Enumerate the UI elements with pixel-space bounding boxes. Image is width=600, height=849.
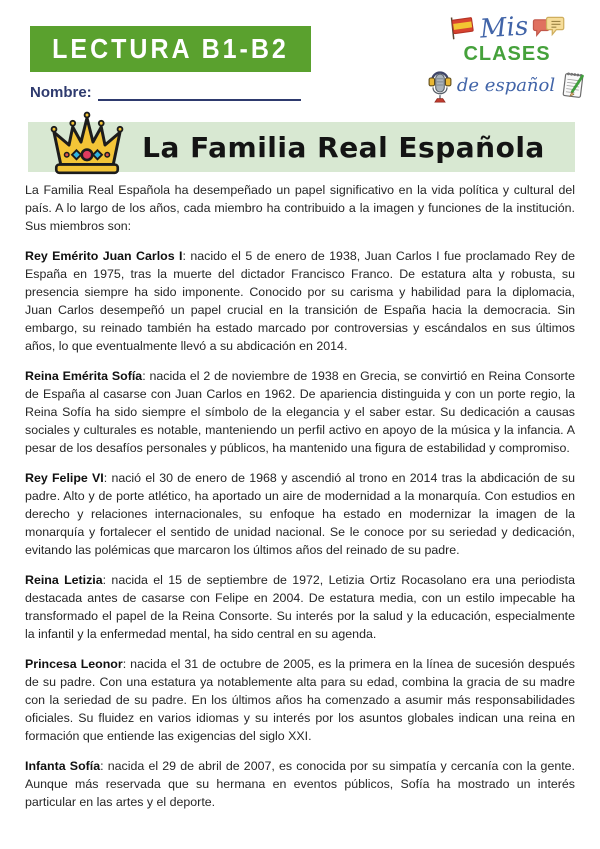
- separator: :: [122, 657, 131, 671]
- member-text: nacida el 2 de noviembre de 1938 en Grecia, se convirtió en Reina Consorte de España al casarse con Juan Carlos en 1962. De apariencia distinguida y con un porte regio, la Reina Sofía ha sido siempre el símbolo de la elegancia y el saber estar. Su dedicación a causas sociales y culturales es notable, manteniendo un perfil activo en apoyo de la música y la infancia. A pesar de los desafíos personales y públicos, ha mantenido una figura de estabilidad y compromiso.: [25, 369, 575, 455]
- member-name: Infanta Sofía: [25, 759, 101, 773]
- crown-icon: [42, 109, 132, 178]
- logo-word-de-espanol: de español: [456, 74, 556, 96]
- member-name: Reina Emérita Sofía: [25, 369, 143, 383]
- level-banner: [30, 26, 311, 72]
- member-text: nacido el 5 de enero de 1938, Juan Carlos I fue proclamado Rey de España en 1975, tras la muerte del dictador Francisco Franco. De estatura alta y robusta, su presencia siempre ha sido imponente. Conocido por su carisma y habilidad para la diplomacia, Juan Carlos desempeñó un papel crucial en la transición de España hacia la democracia. Sin embargo, su reinado también ha estado marcado por controversias y escándalos en sus últimos años, lo que eventualmente llevó a su abdicación en 2014.: [25, 249, 576, 353]
- brand-logo: [426, 13, 588, 103]
- separator: :: [100, 759, 108, 773]
- member-paragraph-juan-carlos: [25, 247, 575, 355]
- member-paragraph-sofia-emerita: [25, 367, 575, 457]
- page-title: La Familia Real Española: [142, 130, 545, 164]
- logo-top-row: [426, 13, 588, 43]
- member-text: nacida el 31 de octubre de 2005, es la primera en la línea de sucesión después de su padre. Con una estatura ya notablemente alta para su edad, combina la gracia de su madre con la seriedad de su padre. En los últimos años ha comenzado a asumir más responsabilidades oficiales. Su fluidez en varios idiomas y su interés por los asuntos globales indican una reina en formación que entiende las exigencias del siglo XXI.: [25, 657, 575, 743]
- separator: :: [182, 249, 191, 263]
- separator: :: [102, 573, 112, 587]
- member-text: nació el 30 de enero de 1968 y ascendió al trono en 2014 tras la abdicación de su padre. Alto y de porte atlético, ha aportado un aire de modernidad a la monarquía. Con estudios en derecho y relaciones internacionales, su enfoque ha estado en modernizar la imagen de la monarquía y fortalecer el sentido de unidad nacional. Se le conoce por su seriedad y dedicación, evitando las polémicas que marcaron los últimos años del reinado de su padre.: [25, 471, 575, 557]
- separator: :: [142, 369, 150, 383]
- notepad-pencil-icon: [558, 69, 588, 102]
- member-name: Rey Emérito Juan Carlos I: [25, 249, 183, 263]
- name-label: Nombre:: [30, 84, 92, 101]
- reading-text: [25, 181, 575, 823]
- name-blank-line[interactable]: [98, 84, 301, 101]
- logo-word-clases: CLASES: [463, 43, 551, 65]
- logo-bottom-row: [426, 67, 588, 103]
- logo-word-mis: Mis: [478, 11, 530, 45]
- member-text: nacida el 29 de abril de 2007, es conocida por su simpatía y cercanía con la gente. Aunque más reservada que su hermana en eventos públicos, Sofía ha mostrado un interés particular en las artes y el deporte.: [25, 759, 575, 809]
- member-name: Rey Felipe VI: [25, 471, 104, 485]
- member-paragraph-letizia: [25, 571, 575, 643]
- member-paragraph-leonor: [25, 655, 575, 745]
- member-text: nacida el 15 de septiembre de 1972, Letizia Ortiz Rocasolano era una periodista destacada antes de casarse con Felipe en 2004. De estatura media, con un estilo impecable ha transformado el papel de la Reina Consorte. Su interés por la salud y la educación, especialmente la infantil y la enfermedad mental, ha sido central en su agenda.: [25, 573, 575, 641]
- microphone-headphones-icon: [426, 67, 454, 103]
- separator: :: [103, 471, 112, 485]
- title-banner: [28, 122, 575, 172]
- name-row: [30, 84, 301, 101]
- chat-bubbles-icon: [531, 14, 567, 42]
- member-paragraph-infanta-sofia: [25, 757, 575, 811]
- spain-flag-icon: [447, 14, 477, 42]
- member-name: Reina Letizia: [25, 573, 103, 587]
- member-paragraph-felipe: [25, 469, 575, 559]
- intro-text: La Familia Real Española ha desempeñado un papel significativo en la vida política y cultural del país. A lo largo de los años, cada miembro ha contribuido a la imagen y funciones de la institución. Sus miembros son:: [25, 183, 575, 233]
- intro-paragraph: [25, 181, 575, 235]
- member-name: Princesa Leonor: [25, 657, 123, 671]
- level-banner-label: LECTURA B1-B2: [52, 33, 289, 64]
